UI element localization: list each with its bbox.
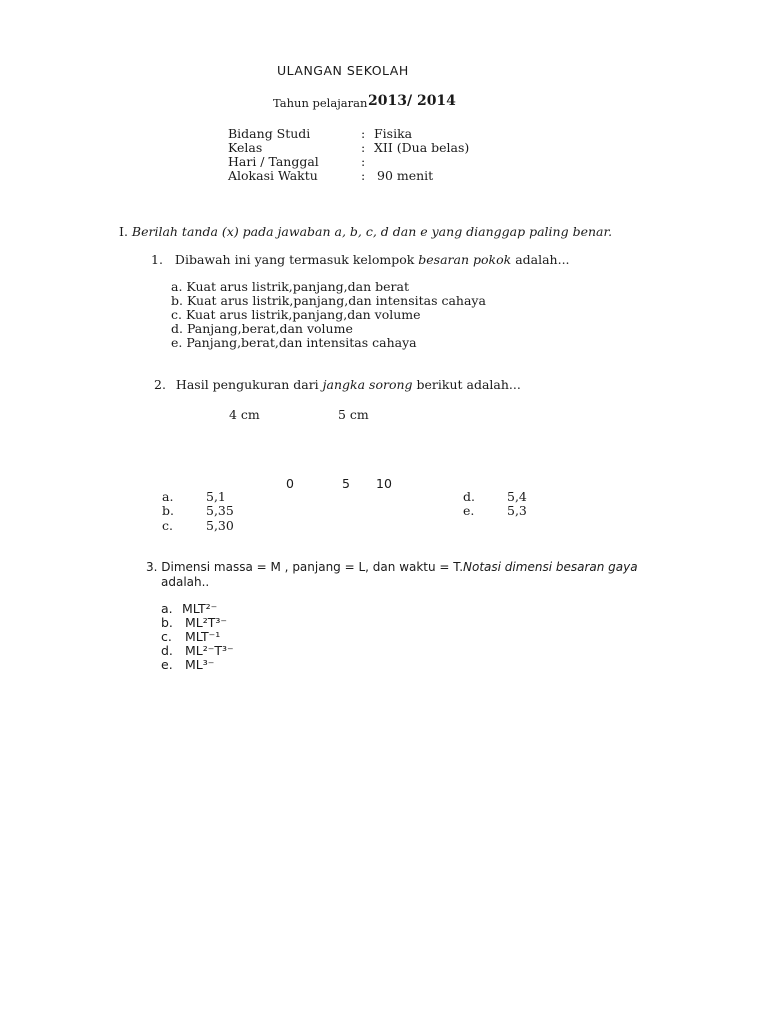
option-2c-letter: c. bbox=[162, 518, 173, 533]
option-3b-letter: b. bbox=[161, 615, 173, 630]
question-text-italic: besaran pokok bbox=[418, 252, 512, 267]
option-2c-value: 5,30 bbox=[206, 518, 234, 533]
option-3a-value: MLT²⁻ bbox=[182, 601, 218, 616]
info-label: Bidang Studi bbox=[228, 126, 311, 141]
option-2d-letter: d. bbox=[463, 489, 475, 504]
option-2d-value: 5,4 bbox=[507, 489, 527, 504]
option-1b: b. Kuat arus listrik,panjang,dan intensitas cahaya bbox=[171, 293, 486, 308]
main-scale-label-4: 4 cm bbox=[229, 407, 260, 422]
option-1d: d. Panjang,berat,dan volume bbox=[171, 321, 353, 336]
info-label: Kelas bbox=[228, 140, 263, 155]
option-3d-letter: d. bbox=[161, 643, 173, 658]
question-text: Hasil pengukuran dari bbox=[175, 377, 319, 392]
option-1a: a. Kuat arus listrik,panjang,dan berat bbox=[171, 279, 409, 294]
info-label: Hari / Tanggal bbox=[228, 154, 319, 169]
main-scale-label-5: 5 cm bbox=[338, 407, 369, 422]
question-2 bbox=[154, 378, 521, 392]
info-value: Fisika bbox=[374, 126, 413, 141]
info-row bbox=[228, 140, 628, 154]
option-3e-value: ML³⁻ bbox=[185, 657, 215, 672]
option-2b-letter: b. bbox=[162, 503, 174, 518]
info-colon: : bbox=[361, 168, 366, 183]
vernier-label-5: 5 bbox=[342, 476, 350, 491]
option-3c-letter: c. bbox=[161, 629, 172, 644]
option-3b-value: ML²T³⁻ bbox=[185, 615, 228, 630]
option-2b-value: 5,35 bbox=[206, 503, 234, 518]
info-row bbox=[228, 168, 628, 182]
year-label: Tahun pelajaran bbox=[273, 96, 368, 110]
year-value: 2013/ 2014 bbox=[368, 93, 456, 109]
question-number: 2. bbox=[154, 377, 166, 392]
option-3e-letter: e. bbox=[161, 657, 173, 672]
info-label: Alokasi Waktu bbox=[228, 168, 318, 183]
info-block bbox=[228, 126, 628, 186]
question-number: 1. bbox=[151, 252, 163, 267]
question-text-end: berikut adalah... bbox=[416, 377, 521, 392]
option-2e-value: 5,3 bbox=[507, 503, 527, 518]
question-1 bbox=[151, 253, 570, 267]
info-value: 90 menit bbox=[377, 168, 434, 183]
info-colon: : bbox=[361, 154, 366, 169]
exam-title: ULANGAN SEKOLAH bbox=[277, 63, 409, 78]
section-text: Berilah tanda (x) pada jawaban a, b, c, d dan e yang dianggap paling benar. bbox=[131, 224, 613, 239]
vernier-label-10: 10 bbox=[376, 476, 392, 491]
option-3a-letter: a. bbox=[161, 601, 173, 616]
question-number: 3. bbox=[146, 560, 158, 574]
option-2a-letter: a. bbox=[162, 489, 174, 504]
question-text-end: adalah... bbox=[515, 252, 570, 267]
option-2e-letter: e. bbox=[463, 503, 475, 518]
option-2a-value: 5,1 bbox=[206, 489, 226, 504]
option-1c: c. Kuat arus listrik,panjang,dan volume bbox=[171, 307, 421, 322]
info-colon: : bbox=[361, 140, 366, 155]
question-3 bbox=[146, 560, 638, 574]
option-3d-value: ML²⁻T³⁻ bbox=[185, 643, 234, 658]
question-text-italic: jangka sorong bbox=[322, 377, 413, 392]
info-colon: : bbox=[361, 126, 366, 141]
vernier-label-0: 0 bbox=[286, 476, 294, 491]
option-3c-value: MLT⁻¹ bbox=[185, 629, 221, 644]
info-value: XII (Dua belas) bbox=[374, 140, 470, 155]
info-row bbox=[228, 126, 628, 140]
info-row bbox=[228, 154, 628, 168]
section-number: I. bbox=[119, 224, 128, 239]
option-1e: e. Panjang,berat,dan intensitas cahaya bbox=[171, 335, 417, 350]
question-text: Dibawah ini yang termasuk kelompok bbox=[174, 252, 415, 267]
question-3-line2: adalah.. bbox=[161, 575, 210, 589]
question-text: Dimensi massa = M , panjang = L, dan waktu = T. bbox=[161, 560, 464, 574]
section-instruction bbox=[119, 225, 612, 239]
question-text-italic: Notasi dimensi besaran gaya bbox=[463, 560, 638, 574]
